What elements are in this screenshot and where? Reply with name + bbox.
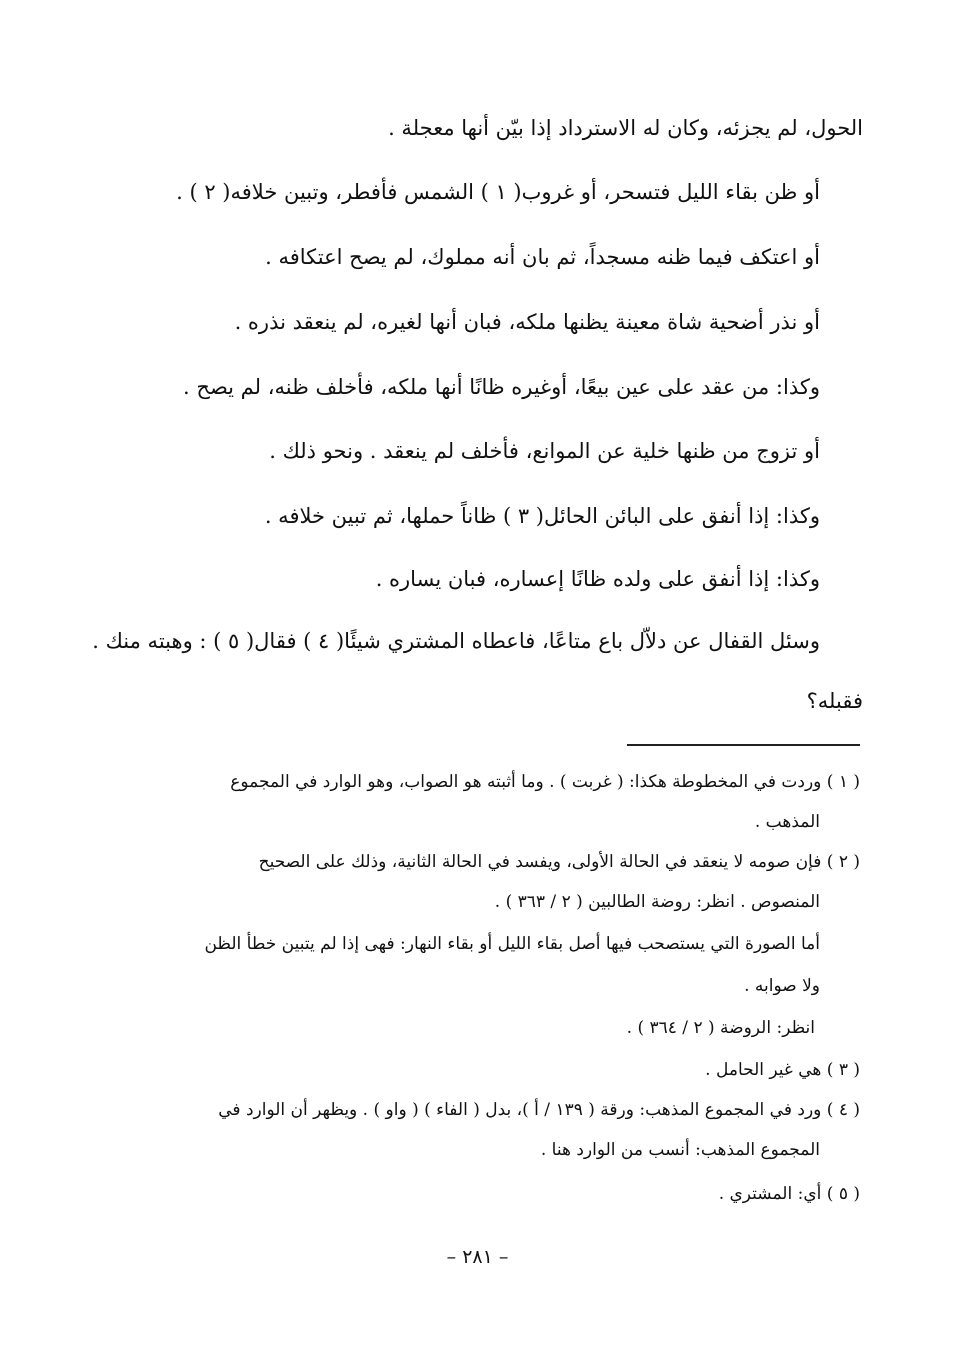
footnote-line-9: ( ٤ ) ورد في المجموع المذهب: ورقة ( ١٣٩ / أ )، بدل ( الفاء ) ( واو ) . ويظهر أن الوارد في [218, 1100, 860, 1120]
footnote-line-10: المجموع المذهب: أنسب من الوارد هنا . [540, 1140, 820, 1160]
body-line-1: الحول، لم يجزئه، وكان له الاسترداد إذا بيّن أنها معجلة . [388, 116, 863, 140]
body-line-7: وكذا: إذا أنفق على البائن الحائل( ٣ ) ظاناً حملها، ثم تبين خلافه . [264, 504, 820, 528]
body-line-6: أو تزوج من ظنها خلية عن الموانع، فأخلف لم ينعقد . ونحو ذلك . [269, 439, 820, 463]
footnote-line-2: المذهب . [754, 812, 820, 832]
footnote-line-6: ولا صوابه . [744, 976, 820, 996]
body-line-9: وسئل القفال عن دلاّل باع متاعًا، فاعطاه المشتري شيئًا( ٤ ) فقال( ٥ ) : وهبته منك . [92, 629, 820, 653]
body-line-2: أو ظن بقاء الليل فتسحر، أو غروب( ١ ) الشمس فأفطر، وتبين خلافه( ٢ ) . [176, 180, 820, 204]
footnote-line-7: انظر: الروضة ( ٢ / ٣٦٤ ) . [626, 1018, 815, 1038]
body-line-8: وكذا: إذا أنفق على ولده ظانًا إعساره، فبان يساره . [375, 567, 820, 591]
body-line-3: أو اعتكف فيما ظنه مسجداً، ثم بان أنه مملوك، لم يصح اعتكافه . [265, 245, 820, 269]
footnote-line-8: ( ٣ ) هي غير الحامل . [705, 1060, 860, 1080]
footnote-line-5: أما الصورة التي يستصحب فيها أصل بقاء الليل أو بقاء النهار: فهى إذا لم يتبين خطأ الظن [204, 934, 820, 954]
footnote-separator [627, 744, 860, 746]
page-number: – ٢٨١ – [446, 1246, 509, 1268]
body-line-10: فقبله؟ [806, 689, 863, 713]
body-line-4: أو نذر أضحية شاة معينة يظنها ملكه، فبان أنها لغيره، لم ينعقد نذره . [234, 310, 820, 334]
footnote-line-11: ( ٥ ) أي: المشتري . [718, 1184, 860, 1204]
footnote-line-3: ( ٢ ) فإن صومه لا ينعقد في الحالة الأولى، ويفسد في الحالة الثانية، وذلك على الصحيح [258, 852, 860, 872]
footnote-line-1: ( ١ ) وردت في المخطوطة هكذا: ( غربت ) . وما أثبته هو الصواب، وهو الوارد في المجموع [230, 772, 860, 792]
body-line-5: وكذا: من عقد على عين بيعًا، أوغيره ظانًا أنها ملكه، فأخلف ظنه، لم يصح . [183, 375, 820, 399]
footnote-line-4: المنصوص . انظر: روضة الطالبين ( ٢ / ٣٦٣ ) . [494, 892, 820, 912]
